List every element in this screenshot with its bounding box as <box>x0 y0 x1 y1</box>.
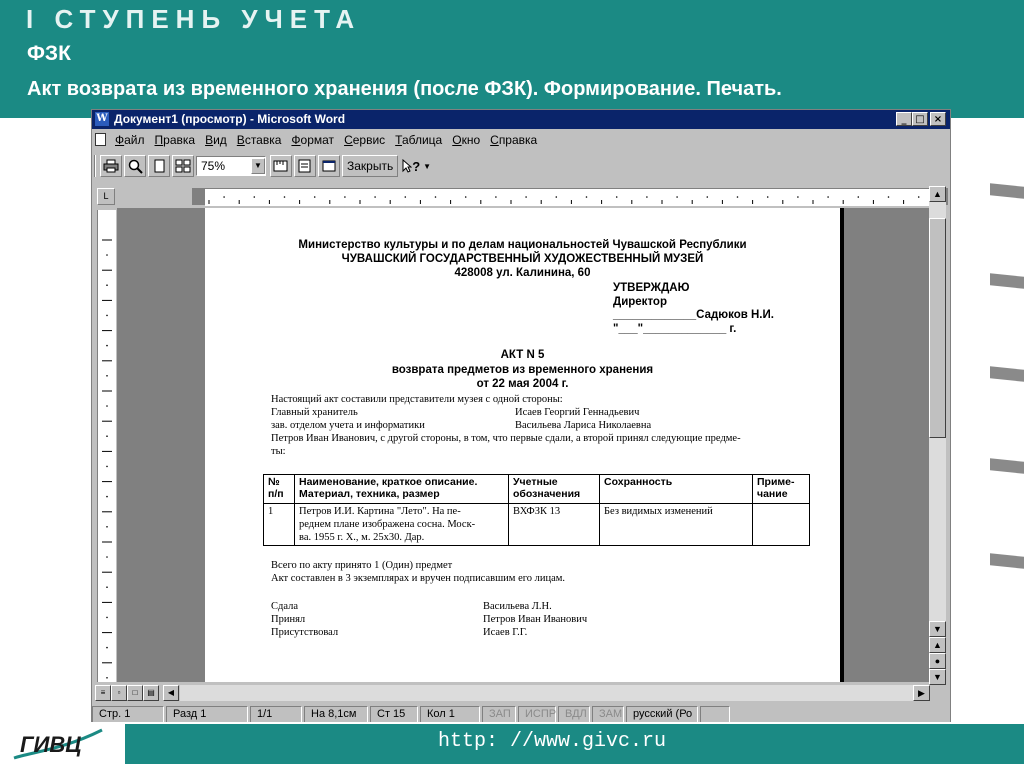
status-column: Кол 1 <box>420 706 480 723</box>
table-cell-state: Без видимых изменений <box>600 504 753 546</box>
table-header-description: Наименование, краткое описание. Материал, техника, размер <box>295 475 509 504</box>
vertical-scrollbar[interactable] <box>929 186 946 685</box>
ruler-dot <box>223 196 225 198</box>
ruler-icon <box>273 159 289 173</box>
ruler-dot <box>106 617 108 619</box>
restore-button[interactable]: □ <box>912 112 928 126</box>
org-line-1: Министерство культуры и по делам национальностей Чувашской Республики <box>298 239 747 251</box>
approve-title: УТВЕРЖДАЮ <box>613 282 690 294</box>
copies-line: Акт составлен в 3 экземплярах и вручен подписавшим его лицам. <box>271 573 566 584</box>
close-window-button[interactable]: × <box>930 112 946 126</box>
signer-name: Исаев Г.Г. <box>483 627 528 638</box>
ruler-dot <box>344 196 346 198</box>
outline-view-button[interactable]: ▤ <box>143 685 159 701</box>
items-table <box>263 474 810 546</box>
ruler-dot <box>616 196 618 198</box>
decor-bar <box>990 458 1024 474</box>
signer-name: Васильева Л.Н. <box>483 601 552 612</box>
party3-line-2: ты: <box>271 446 286 457</box>
table-cell-description: Петров И.И. Картина "Лето". На пе- реднем плане изображена сосна. Моск- ва. 1955 г. Х., м. 25x30. Дар. <box>295 504 509 546</box>
vertical-scroll-thumb[interactable] <box>929 218 946 438</box>
act-title: АКТ N 5 <box>500 349 545 361</box>
menu-format[interactable]: Формат <box>291 133 335 147</box>
menu-file[interactable]: Файл <box>115 133 145 147</box>
ruler-dot <box>106 405 108 407</box>
minimize-button[interactable]: _ <box>896 112 912 126</box>
ruler-dot <box>106 435 108 437</box>
status-record-macro[interactable]: ЗАП <box>482 706 516 723</box>
close-preview-button[interactable]: Закрыть <box>342 155 398 177</box>
ruler-dot <box>586 196 588 198</box>
status-page: Стр. 1 <box>92 706 164 723</box>
ruler-dot <box>918 196 920 198</box>
view-ruler-button[interactable] <box>270 155 292 177</box>
web-layout-button[interactable]: ▫ <box>111 685 127 701</box>
decor-bar <box>990 273 1024 289</box>
ruler-dot <box>767 196 769 198</box>
ruler-dot <box>797 196 799 198</box>
toolbar-grip <box>94 155 96 177</box>
print-button[interactable] <box>100 155 122 177</box>
status-extend[interactable]: ВДЛ <box>558 706 590 723</box>
chevron-down-icon[interactable]: ▼ <box>423 161 432 171</box>
vertical-ruler[interactable] <box>97 210 116 682</box>
ruler-dot <box>525 196 527 198</box>
full-screen-icon <box>322 159 336 173</box>
ruler-dot <box>646 196 648 198</box>
ruler-dot <box>284 196 286 198</box>
menu-table[interactable]: Таблица <box>395 133 443 147</box>
horizontal-ruler[interactable] <box>205 188 935 206</box>
menu-window[interactable]: Окно <box>452 133 481 147</box>
tab-stop-selector[interactable]: L <box>97 188 115 205</box>
shrink-to-fit-icon <box>297 159 313 173</box>
menu-tools[interactable]: Сервис <box>344 133 386 147</box>
slide-subtitle: ФЗК <box>27 42 71 65</box>
decor-bar <box>990 183 1024 199</box>
document-icon[interactable] <box>95 133 106 146</box>
magnifier-icon <box>127 158 143 174</box>
signer-role: Присутствовал <box>271 627 339 638</box>
one-page-icon <box>152 159 166 173</box>
word-window <box>91 109 951 727</box>
givc-logo-text: ГИВЦ <box>20 732 82 757</box>
zoom-select[interactable] <box>196 156 266 176</box>
status-pages: 1/1 <box>250 706 302 723</box>
menu-edit[interactable]: Правка <box>154 133 196 147</box>
table-row <box>264 504 810 546</box>
one-page-button[interactable] <box>148 155 170 177</box>
view-buttons <box>95 685 179 701</box>
status-language[interactable]: русский (Ро <box>626 706 698 723</box>
ruler-dot <box>495 196 497 198</box>
scroll-right-button[interactable]: ▶ <box>913 685 930 701</box>
table-cell-note <box>753 504 810 546</box>
multiple-pages-button[interactable] <box>172 155 194 177</box>
ruler-dot <box>707 196 709 198</box>
table-cell-num: 1 <box>264 504 295 546</box>
previous-page-button[interactable]: ▲ <box>929 637 946 653</box>
menu-view[interactable]: Вид <box>205 133 227 147</box>
slide-title: I СТУПЕНЬ УЧЕТА <box>26 4 362 34</box>
status-overtype[interactable]: ЗАМ <box>592 706 624 723</box>
ruler-dot <box>106 677 108 679</box>
approve-sign: _____________Садюков Н.И. <box>613 309 774 321</box>
party1-name: Исаев Георгий Геннадьевич <box>515 407 640 418</box>
scroll-left-button[interactable]: ◀ <box>163 685 179 701</box>
ruler-dot <box>827 196 829 198</box>
print-layout-button[interactable]: □ <box>127 685 143 701</box>
ruler-dot <box>106 647 108 649</box>
table-cell-code: ВХФЗК 13 <box>509 504 600 546</box>
ruler-dot <box>106 526 108 528</box>
title-bar[interactable] <box>92 110 950 129</box>
page-shadow <box>840 208 844 682</box>
scroll-up-button[interactable]: ▲ <box>929 186 946 202</box>
menu-help[interactable]: Справка <box>490 133 538 147</box>
table-header-row <box>264 475 810 504</box>
ruler-dot <box>106 586 108 588</box>
ruler-dot <box>556 196 558 198</box>
ruler-dot <box>435 196 437 198</box>
ruler-dot <box>106 375 108 377</box>
approve-date: "___"_____________ г. <box>613 323 737 335</box>
table-header-note: Приме- чание <box>753 475 810 504</box>
ruler-dot <box>106 284 108 286</box>
ruler-dot <box>374 196 376 198</box>
decor-bar <box>990 366 1024 382</box>
magnifier-button[interactable] <box>124 155 146 177</box>
ruler-dot <box>676 196 678 198</box>
signer-name: Петров Иван Иванович <box>483 614 588 625</box>
normal-view-button[interactable]: ≡ <box>95 685 111 701</box>
word-app-icon[interactable]: W <box>96 113 108 124</box>
status-position: На 8,1см <box>304 706 368 723</box>
scroll-down-button[interactable]: ▼ <box>929 621 946 637</box>
table-header-state: Сохранность <box>600 475 753 504</box>
org-line-2: ЧУВАШСКИЙ ГОСУДАРСТВЕННЫЙ ХУДОЖЕСТВЕННЫЙ МУЗЕЙ <box>341 253 704 265</box>
context-help-button[interactable] <box>402 159 431 174</box>
menu-insert[interactable]: Вставка <box>236 133 282 147</box>
decor-bar <box>990 553 1024 569</box>
horizontal-scrollbar[interactable] <box>180 685 929 701</box>
status-section: Разд 1 <box>166 706 248 723</box>
ruler-margin-left <box>192 188 205 205</box>
window-title: Документ1 (просмотр) - Microsoft Word <box>114 112 346 126</box>
party3-line-1: Петров Иван Иванович, с другой стороны, в том, что первые сдали, а второй принял следующие предме- <box>271 433 741 444</box>
total-line: Всего по акту принято 1 (Один) предмет <box>271 560 453 571</box>
full-screen-button[interactable] <box>318 155 340 177</box>
shrink-to-fit-button[interactable] <box>294 155 316 177</box>
ruler-dot <box>254 196 256 198</box>
signer-role: Принял <box>271 614 306 625</box>
next-page-button[interactable]: ▼ <box>929 669 946 685</box>
printer-icon <box>103 159 119 173</box>
ruler-dot <box>314 196 316 198</box>
approve-role: Директор <box>613 296 667 308</box>
org-line-3: 428008 ул. Калинина, 60 <box>454 267 591 279</box>
ruler-dot <box>106 345 108 347</box>
ruler-dot <box>106 496 108 498</box>
menu-bar <box>92 130 950 150</box>
pointer-icon <box>402 159 412 173</box>
intro-line: Настоящий акт составили представители музея с одной стороны: <box>271 394 563 405</box>
multiple-pages-icon <box>175 159 191 173</box>
ruler-dot <box>888 196 890 198</box>
footer-url[interactable]: http: //www.givc.ru <box>438 730 667 753</box>
ruler-dot <box>465 196 467 198</box>
ruler-dot <box>106 466 108 468</box>
act-date: от 22 мая 2004 г. <box>476 378 569 390</box>
act-subtitle: возврата предметов из временного хранения <box>391 364 654 376</box>
table-header-num: № п/п <box>264 475 295 504</box>
status-line: Ст 15 <box>370 706 418 723</box>
select-browse-object-button[interactable]: ● <box>929 653 946 669</box>
ruler-dot <box>737 196 739 198</box>
document-page[interactable] <box>205 208 840 682</box>
table-header-codes: Учетные обозначения <box>509 475 600 504</box>
ruler-dot <box>106 254 108 256</box>
help-question-icon: ? <box>412 158 421 174</box>
status-spelling[interactable] <box>700 706 730 723</box>
chevron-down-icon[interactable]: ▼ <box>251 158 265 174</box>
ruler-dot <box>405 196 407 198</box>
signer-role: Сдала <box>271 601 298 612</box>
party2-role: зав. отделом учета и информатики <box>271 420 425 431</box>
print-preview-toolbar <box>94 152 946 180</box>
ruler-dot <box>106 315 108 317</box>
status-track-changes[interactable]: ИСПР <box>518 706 556 723</box>
givc-logo <box>12 722 104 764</box>
party2-name: Васильева Лариса Николаевна <box>515 420 652 431</box>
party1-role: Главный хранитель <box>271 407 358 418</box>
ruler-dot <box>858 196 860 198</box>
ruler-dot <box>106 556 108 558</box>
zoom-value: 75% <box>201 159 226 173</box>
slide-caption: Акт возврата из временного хранения (после ФЗК). Формирование. Печать. <box>27 78 782 100</box>
